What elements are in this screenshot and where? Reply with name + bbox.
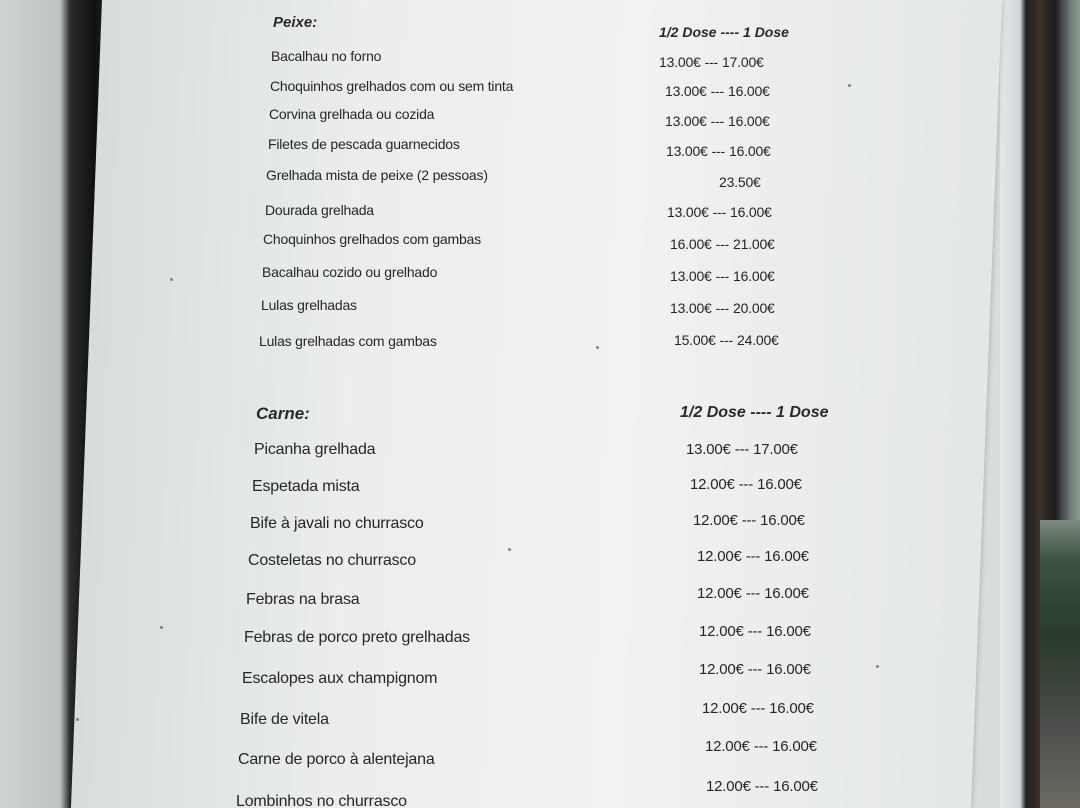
menu-item-price [690, 476, 802, 493]
price-full: 16.00€ [764, 548, 809, 565]
menu-item: Bacalhau no forno [271, 48, 382, 64]
price-half: 16.00€ [670, 236, 712, 252]
price-separator: --- [715, 236, 730, 252]
paper-speck [76, 718, 79, 721]
price-separator: --- [745, 585, 761, 602]
paper-speck [160, 626, 163, 629]
price-full: 16.00€ [760, 512, 805, 529]
price-full: 16.00€ [764, 585, 809, 602]
menu-item-price [659, 54, 764, 70]
price-half: 12.00€ [706, 778, 751, 795]
menu-item-price [670, 268, 775, 284]
menu-item: Febras de porco preto grelhadas [244, 629, 470, 646]
paper-speck [170, 278, 173, 281]
price-separator: --- [734, 441, 750, 458]
price-half: 13.00€ [670, 268, 712, 284]
menu-item-price [665, 83, 770, 99]
price-half: 12.00€ [699, 661, 744, 678]
price-half: 13.00€ [665, 83, 707, 99]
price-half: 13.00€ [666, 143, 708, 159]
price-separator: --- [754, 778, 770, 795]
menu-item-price [670, 236, 775, 252]
menu-item-price [666, 143, 771, 159]
price-full: 17.00€ [722, 54, 764, 70]
price-full: 16.00€ [773, 778, 818, 795]
price-half: 13.00€ [670, 300, 712, 316]
price-half: 12.00€ [705, 738, 750, 755]
menu-item-price [693, 512, 805, 529]
price-separator: --- [715, 300, 730, 316]
paper-speck [596, 346, 599, 349]
menu-item: Bife à javali no churrasco [250, 515, 424, 532]
price-separator: --- [747, 623, 763, 640]
price-half: 12.00€ [690, 476, 735, 493]
price-separator: --- [741, 512, 757, 529]
section-title-peixe: Peixe: [273, 14, 318, 31]
price-single: 23.50€ [719, 174, 761, 190]
price-full: 16.00€ [766, 661, 811, 678]
menu-item: Filetes de pescada guarnecidos [268, 136, 460, 152]
menu-item: Lulas grelhadas com gambas [259, 333, 437, 349]
price-separator: --- [715, 268, 730, 284]
price-half: 13.00€ [659, 54, 701, 70]
column-header-carne: 1/2 Dose ---- 1 Dose [680, 404, 829, 421]
price-separator: --- [710, 83, 725, 99]
menu-item-price [699, 623, 811, 640]
menu-item-price [697, 585, 809, 602]
section-title-carne: Carne: [256, 404, 310, 423]
menu-item-price [699, 661, 811, 678]
paper-speck [848, 84, 851, 87]
price-separator: --- [750, 700, 766, 717]
paper-speck [876, 665, 879, 668]
price-half: 13.00€ [665, 113, 707, 129]
price-full: 16.00€ [772, 738, 817, 755]
column-header-peixe: 1/2 Dose ---- 1 Dose [659, 24, 789, 40]
price-half: 12.00€ [702, 700, 747, 717]
menu-item-price [674, 332, 779, 348]
menu-item-price [667, 204, 772, 220]
price-half: 13.00€ [686, 441, 731, 458]
price-full: 17.00€ [753, 441, 798, 458]
menu-item: Grelhada mista de peixe (2 pessoas) [266, 167, 488, 183]
price-half: 15.00€ [674, 332, 716, 348]
menu-item: Lulas grelhadas [261, 297, 357, 313]
menu-item: Dourada grelhada [265, 202, 374, 218]
price-full: 16.00€ [728, 113, 770, 129]
price-separator: --- [712, 204, 727, 220]
price-full: 21.00€ [733, 236, 775, 252]
menu-item: Espetada mista [252, 478, 360, 495]
price-separator: --- [704, 54, 719, 70]
menu-item-price [706, 778, 818, 795]
price-full: 16.00€ [733, 268, 775, 284]
menu-item: Bife de vitela [240, 711, 329, 728]
price-full: 16.00€ [757, 476, 802, 493]
paper-speck [508, 548, 511, 551]
price-half: 12.00€ [699, 623, 744, 640]
menu-item: Corvina grelhada ou cozida [269, 106, 435, 122]
menu-item: Picanha grelhada [254, 441, 376, 458]
menu-item: Lombinhos no churrasco [236, 793, 407, 808]
menu-item: Choquinhos grelhados com ou sem tinta [270, 78, 514, 94]
price-half: 12.00€ [697, 548, 742, 565]
menu-item: Carne de porco à alentejana [238, 751, 435, 768]
menu-item-price [719, 174, 761, 190]
price-half: 12.00€ [693, 512, 738, 529]
menu-item: Bacalhau cozido ou grelhado [262, 264, 438, 280]
menu-item-price [686, 441, 798, 458]
menu-item: Choquinhos grelhados com gambas [263, 231, 481, 247]
menu-item-price [705, 738, 817, 755]
price-separator: --- [745, 548, 761, 565]
menu-item: Febras na brasa [246, 591, 360, 608]
price-full: 16.00€ [728, 83, 770, 99]
price-separator: --- [738, 476, 754, 493]
price-full: 16.00€ [769, 700, 814, 717]
menu-item: Escalopes aux champignom [242, 670, 438, 687]
price-separator: --- [747, 661, 763, 678]
price-full: 16.00€ [730, 204, 772, 220]
price-half: 13.00€ [667, 204, 709, 220]
price-half: 12.00€ [697, 585, 742, 602]
price-separator: --- [753, 738, 769, 755]
price-separator: --- [710, 113, 725, 129]
menu-item-price [665, 113, 770, 129]
menu-item-price [670, 300, 775, 316]
price-full: 24.00€ [737, 332, 779, 348]
price-full: 16.00€ [729, 143, 771, 159]
price-full: 16.00€ [766, 623, 811, 640]
price-separator: --- [711, 143, 726, 159]
menu-item-price [702, 700, 814, 717]
price-full: 20.00€ [733, 300, 775, 316]
price-separator: --- [719, 332, 734, 348]
menu-item-price [697, 548, 809, 565]
menu-item: Costeletas no churrasco [248, 552, 416, 569]
